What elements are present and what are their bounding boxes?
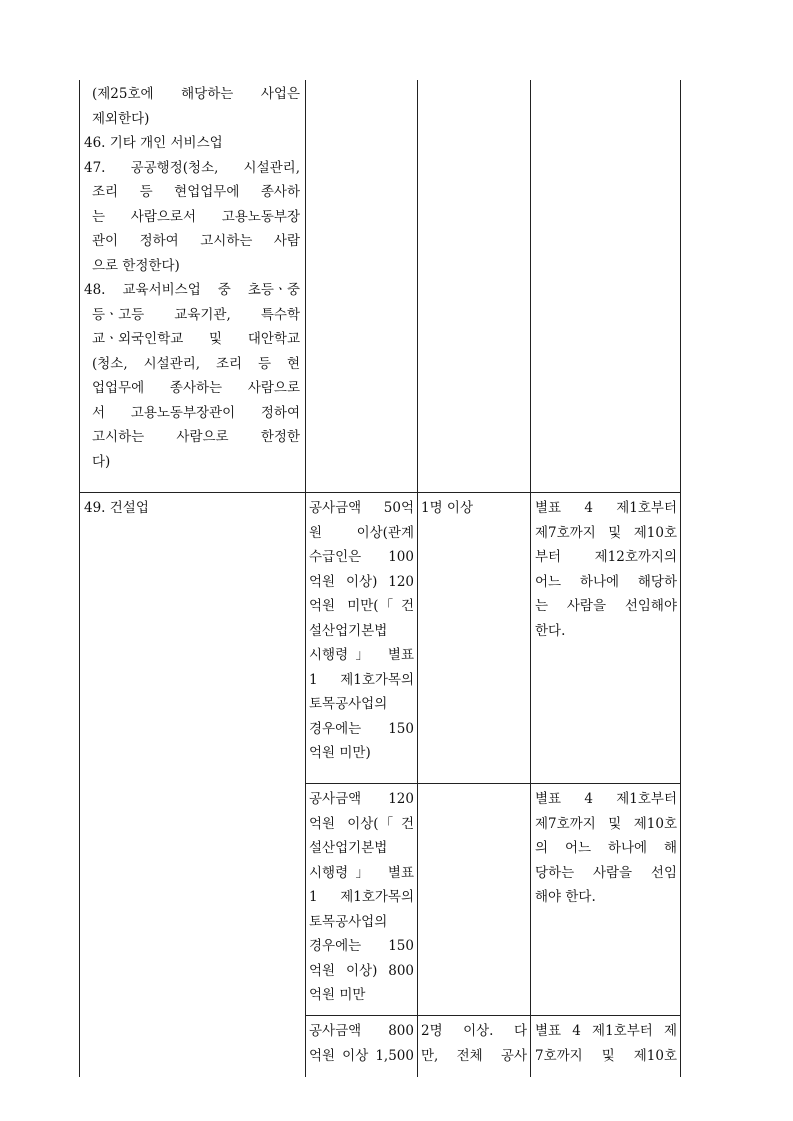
text-line: 시행령」 별표 xyxy=(309,864,414,881)
text-line: 으로 한정한다) xyxy=(92,257,180,274)
text-line: 7호까지 및 제10호 xyxy=(535,1047,677,1064)
row-d-qualification-cell xyxy=(535,1019,677,1068)
text-line: 억원 미만 xyxy=(309,987,366,1003)
text-line: 는 사람으로서 고용노동부장 xyxy=(92,208,300,225)
text-line: 48. 교육서비스업 중 초등ㆍ중 xyxy=(84,282,300,298)
text-line: 는 사람을 선임해야 xyxy=(535,598,677,614)
text-line: 만, 전체 공사 xyxy=(421,1047,527,1064)
table-border-right xyxy=(680,80,681,1077)
text-line: 공사금액 800 xyxy=(309,1023,414,1039)
text-line: 46. 기타 개인 서비스업 xyxy=(84,135,223,151)
row-b-qualification-cell xyxy=(535,496,677,643)
text-line: 설산업기본법 xyxy=(309,622,388,639)
text-line: 억원 미만) xyxy=(309,745,371,761)
row-c-qualification-cell xyxy=(535,787,677,910)
text-line: 설산업기본법 xyxy=(309,840,388,856)
column-divider-3 xyxy=(530,80,531,1077)
row-divider-a-b xyxy=(79,492,681,493)
text-line: 토목공사업의 xyxy=(309,696,388,712)
text-line: 억원 이상(「건 xyxy=(309,815,414,832)
text-line: 조리 등 현업업무에 종사하 xyxy=(92,184,300,200)
text-line: 관이 정하여 고시하는 사람 xyxy=(92,233,300,249)
text-line: 고시하는 사람으로 한정한 xyxy=(92,429,300,445)
text-line: 제외한다) xyxy=(92,110,150,127)
row-b-count-cell xyxy=(421,496,527,521)
text-line: 한다. xyxy=(535,622,566,639)
text-line: 토목공사업의 xyxy=(309,913,388,930)
text-line: 공사금액 120 xyxy=(309,791,414,807)
text-line: 시행령」 별표 xyxy=(309,647,414,663)
text-line: 별표 4 제1호부터 xyxy=(535,791,677,807)
text-line: 억원 이상 1,500 xyxy=(309,1047,414,1064)
text-line: 교ㆍ외국인학교 및 대안학교 xyxy=(92,331,300,347)
text-line: 억원 이상) 800 xyxy=(309,962,414,979)
text-line: 1 제1호가목의 xyxy=(309,889,414,905)
text-line: 별표 4 제1호부터 제 xyxy=(535,1023,677,1039)
text-line: 47. 공공행정(청소, 시설관리, xyxy=(84,159,300,176)
text-line: 2명 이상. 다 xyxy=(421,1023,527,1039)
row-b-business-cell xyxy=(84,496,300,521)
text-line: 업업무에 종사하는 사람으로 xyxy=(92,380,300,396)
text-line: 경우에는 150 xyxy=(309,938,414,954)
text-line: 49. 건설업 xyxy=(84,500,149,516)
text-line: 제7호까지 및 제10호 xyxy=(535,524,677,541)
text-line: 별표 4 제1호부터 xyxy=(535,500,677,516)
text-line: 공사금액 50억 xyxy=(309,500,414,516)
row-d-amount-cell xyxy=(309,1019,414,1068)
column-divider-1 xyxy=(305,80,306,1077)
text-line: 등ㆍ고등 교육기관, 특수학 xyxy=(92,306,300,323)
text-line: 수급인은 100 xyxy=(309,549,414,565)
text-line: 억원 미만(「건 xyxy=(309,598,414,614)
text-line: 해야 한다. xyxy=(535,889,596,905)
text-line: (제25호에 해당하는 사업은 xyxy=(92,86,300,102)
text-line: 1 제1호가목의 xyxy=(309,671,414,688)
row-a-business-cell xyxy=(84,82,300,474)
text-line: 억원 이상) 120 xyxy=(309,573,414,590)
row-d-count-cell xyxy=(421,1019,527,1068)
text-line: 1명 이상 xyxy=(421,500,474,516)
row-divider-c-d xyxy=(305,1015,681,1016)
text-line: (청소, 시설관리, 조리 등 현 xyxy=(92,355,300,372)
row-c-amount-cell xyxy=(309,787,414,1008)
text-line: 어느 하나에 해당하 xyxy=(535,573,677,590)
text-line: 당하는 사람을 선임 xyxy=(535,864,677,881)
text-line: 서 고용노동부장관이 정하여 xyxy=(92,404,300,421)
row-divider-b-c xyxy=(305,783,681,784)
column-divider-2 xyxy=(417,80,418,1077)
text-line: 다) xyxy=(92,453,111,470)
row-b-amount-cell xyxy=(309,496,414,766)
text-line: 의 어느 하나에 해 xyxy=(535,840,677,856)
text-line: 원 이상(관계 xyxy=(309,524,414,541)
text-line: 부터 제12호까지의 xyxy=(535,549,677,565)
table-border-left xyxy=(79,80,80,1077)
text-line: 제7호까지 및 제10호 xyxy=(535,815,677,832)
text-line: 경우에는 150 xyxy=(309,720,414,737)
